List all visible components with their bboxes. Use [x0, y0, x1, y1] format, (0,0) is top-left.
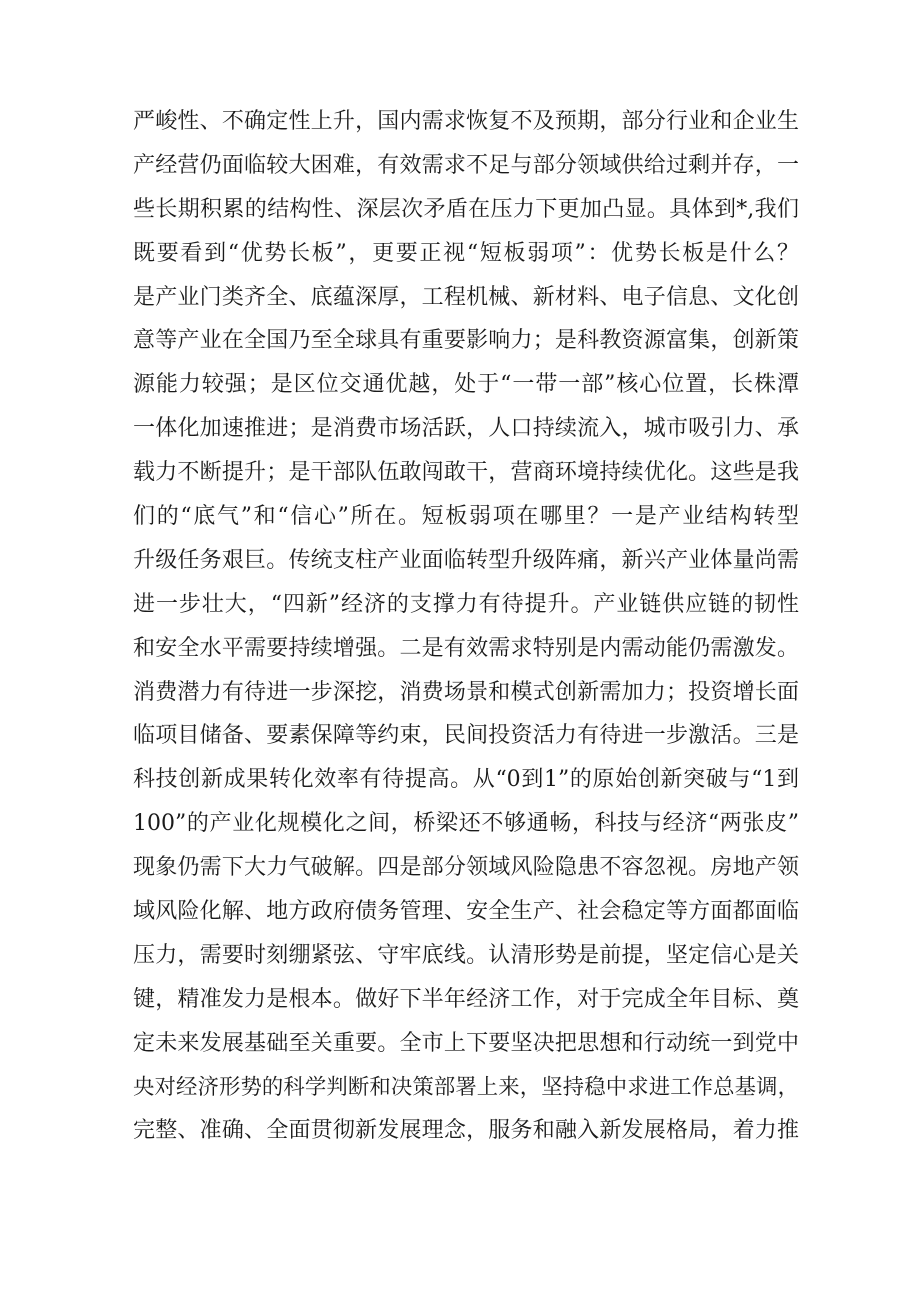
text-line: 定未来发展基础至关重要。全市上下要坚决把思想和行动统一到党中 [133, 1030, 799, 1056]
text-line: 键，精准发力是根本。做好下半年经济工作，对于完成全年目标、奠 [133, 986, 799, 1012]
text-line: 央对经济形势的科学判断和决策部署上来，坚持稳中求进工作总基调， [133, 1074, 799, 1100]
text-line: 进一步壮大，“四新”经济的支撑力有待提升。产业链供应链的韧性 [133, 591, 799, 617]
text-line: 升级任务艰巨。传统支柱产业面临转型升级阵痛，新兴产业体量尚需 [133, 547, 799, 573]
text-line: 载力不断提升；是干部队伍敢闯敢干，营商环境持续优化。这些是我 [133, 460, 799, 486]
text-line: 们的“底气”和“信心”所在。短板弱项在哪里？一是产业结构转型 [133, 504, 799, 530]
text-line: 现象仍需下大力气破解。四是部分领域风险隐患不容忽视。房地产领 [133, 855, 799, 881]
text-line: 严峻性、不确定性上升，国内需求恢复不及预期，部分行业和企业生 [133, 109, 799, 134]
text-line: 临项目储备、要素保障等约束，民间投资活力有待进一步激活。三是 [133, 723, 799, 749]
text-line: 压力，需要时刻绷紧弦、守牢底线。认清形势是前提，坚定信心是关 [133, 942, 799, 968]
text-line: 消费潜力有待进一步深挖，消费场景和模式创新需加力；投资增长面 [133, 679, 799, 705]
text-line: 一体化加速推进；是消费市场活跃，人口持续流入，城市吸引力、承 [133, 416, 799, 442]
text-line: 域风险化解、地方政府债务管理、安全生产、社会稳定等方面都面临 [133, 899, 799, 925]
text-line: 和安全水平需要持续增强。二是有效需求特别是内需动能仍需激发。 [133, 635, 799, 661]
body-paragraph [133, 100, 799, 1153]
text-line: 是产业门类齐全、底蕴深厚，工程机械、新材料、电子信息、文化创 [133, 284, 799, 310]
text-line: 100”的产业化规模化之间，桥梁还不够通畅，科技与经济“两张皮” [133, 811, 799, 837]
text-line: 些长期积累的结构性、深层次矛盾在压力下更加凸显。具体到*,我们 [133, 196, 799, 222]
text-line: 科技创新成果转化效率有待提高。从“0到1”的原始创新突破与“1到 [133, 767, 799, 793]
text-line: 意等产业在全国乃至全球具有重要影响力；是科教资源富集，创新策 [133, 328, 799, 354]
text-line: 产经营仍面临较大困难，有效需求不足与部分领域供给过剩并存，一 [133, 152, 799, 178]
text-line: 源能力较强；是区位交通优越，处于“一带一部”核心位置，长株潭 [133, 372, 799, 398]
text-line: 完整、准确、全面贯彻新发展理念，服务和融入新发展格局，着力推 [133, 1118, 799, 1144]
text-line: 既要看到“优势长板”，更要正视“短板弱项”：优势长板是什么？ [133, 240, 799, 266]
